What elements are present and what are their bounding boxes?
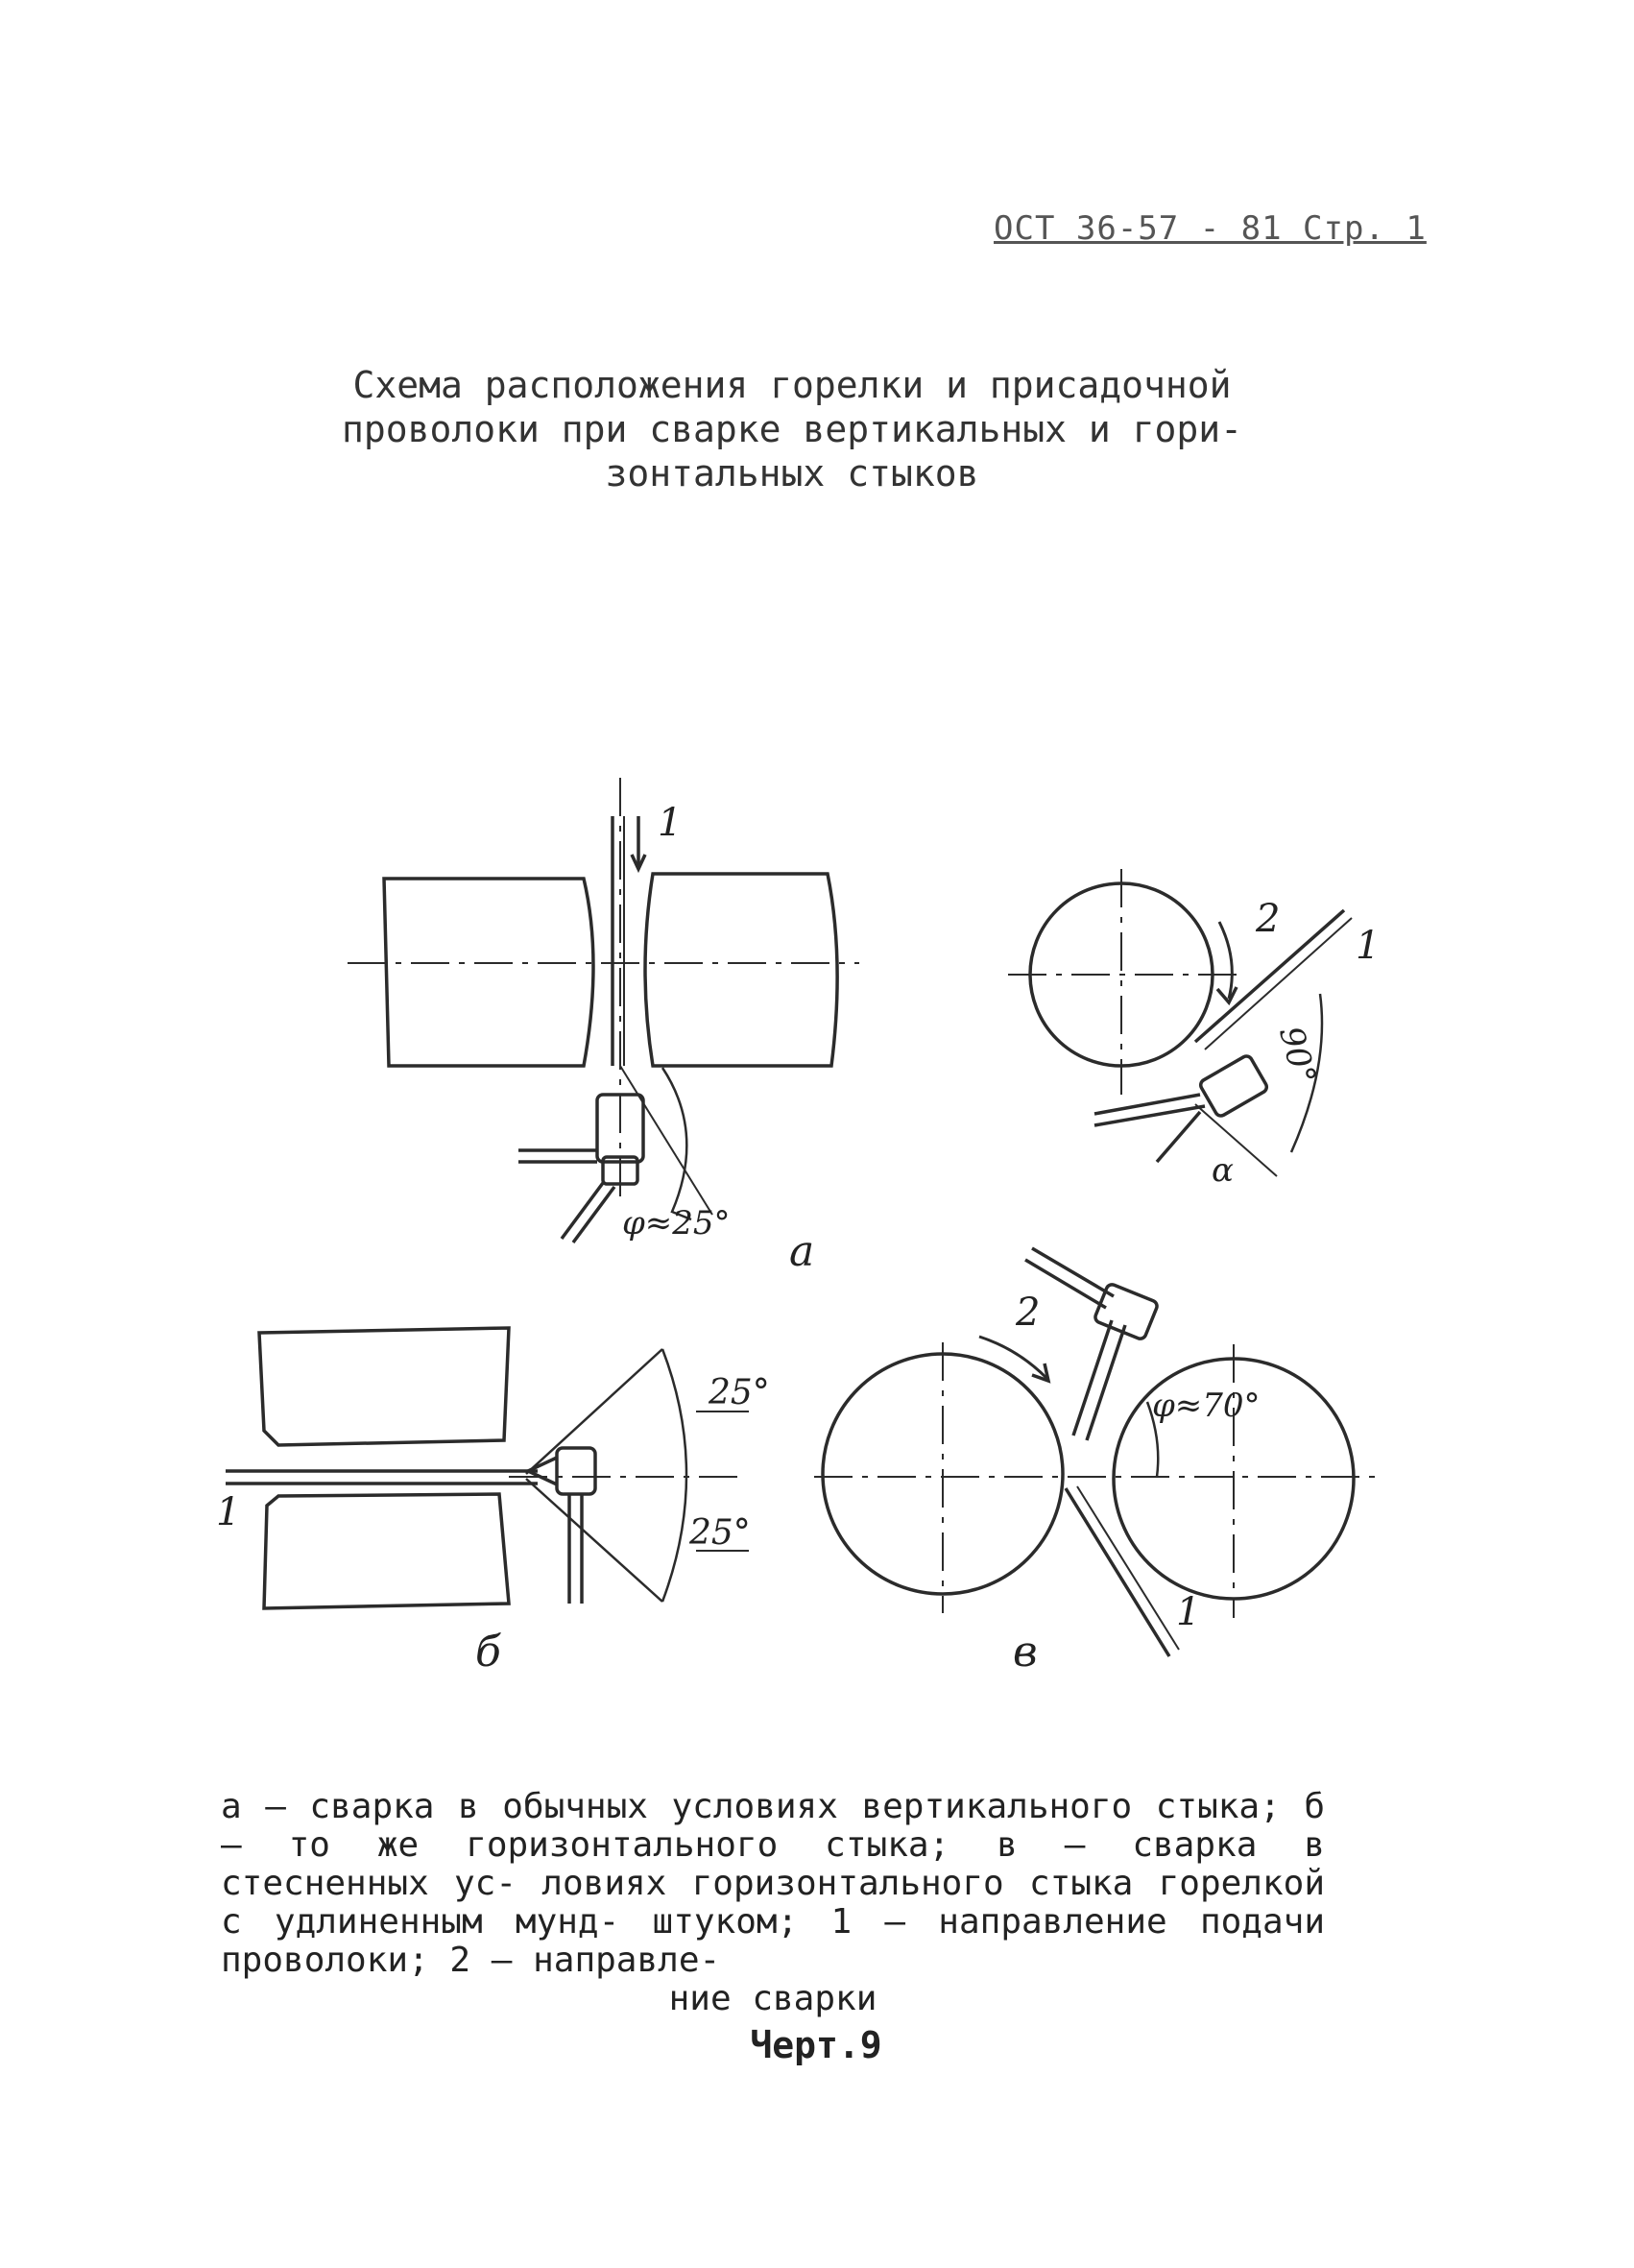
figure-number: Черт.9 (750, 2024, 882, 2066)
wire-v2 (1077, 1486, 1179, 1650)
label-panel-v: в (1013, 1628, 1038, 1677)
direction-arc (1219, 922, 1232, 999)
angle-ray-r (1195, 1104, 1277, 1176)
panel-a-left (348, 778, 859, 1243)
angle-label-b-lower: 25° (689, 1513, 751, 1553)
caption-line-3: ловиях горизонтального стыка горелкой с удлиненным мунд- (221, 1864, 1325, 1942)
caption-line-4: штуком; 1 – направление подачи проволоки; 2 – направле- (221, 1902, 1325, 1980)
title-line-3: зонтальных стыков (605, 452, 979, 495)
angle-arc-b (662, 1349, 686, 1602)
plate-left (384, 879, 593, 1066)
caption-line-1: а – сварка в обычных условиях вертикального стыка; б – (221, 1787, 1325, 1865)
callout-direction-v: 2 (1016, 1291, 1041, 1335)
figure-caption (221, 1788, 1325, 2018)
panel-v (814, 1248, 1382, 1656)
callout-wire-b: 1 (216, 1490, 241, 1534)
angle-label-a-alpha: α (1212, 1151, 1234, 1190)
caption-line-5: ние сварки (668, 1979, 877, 2018)
angle-label-b-upper: 25° (709, 1373, 770, 1412)
title-line-1: Схема расположения горелки и присадочной (352, 364, 1232, 406)
torch-head-r (1199, 1054, 1269, 1118)
torch-b (557, 1448, 595, 1494)
panel-b (226, 1328, 749, 1608)
angle-label-a-phi: φ≈25° (622, 1204, 731, 1243)
label-panel-b: б (475, 1628, 501, 1677)
panel-a-right (1008, 869, 1352, 1176)
callout-wire-a-left: 1 (658, 801, 683, 845)
direction-arc-v (979, 1337, 1046, 1378)
caption-line-2: то же горизонтального стыка; в – сварка в стесненных ус- (221, 1825, 1325, 1903)
label-panel-a: а (789, 1227, 815, 1276)
direction-arrowhead (1217, 987, 1237, 1002)
angle-arc (662, 1068, 691, 1219)
callout-direction-a-right: 2 (1256, 897, 1281, 941)
angle-ray-lower (526, 1479, 662, 1602)
angle-ray (620, 1066, 712, 1215)
torch-cable-r (1157, 1112, 1200, 1162)
plate-upper (259, 1328, 509, 1445)
plate-lower (264, 1494, 509, 1608)
callout-wire-v: 1 (1176, 1590, 1201, 1634)
plate-right (645, 874, 837, 1066)
title-line-2: проволоки при сварке вертикальных и гори- (342, 408, 1242, 450)
callout-wire-a-right: 1 (1356, 924, 1381, 968)
angle-label-a-90: 90° (1271, 1022, 1324, 1089)
angle-label-v-phi: φ≈70° (1152, 1387, 1261, 1425)
document-code: ОСТ 36-57 - 81 Стр. 1 (994, 209, 1427, 248)
torch-line-r2 (1094, 1106, 1205, 1125)
